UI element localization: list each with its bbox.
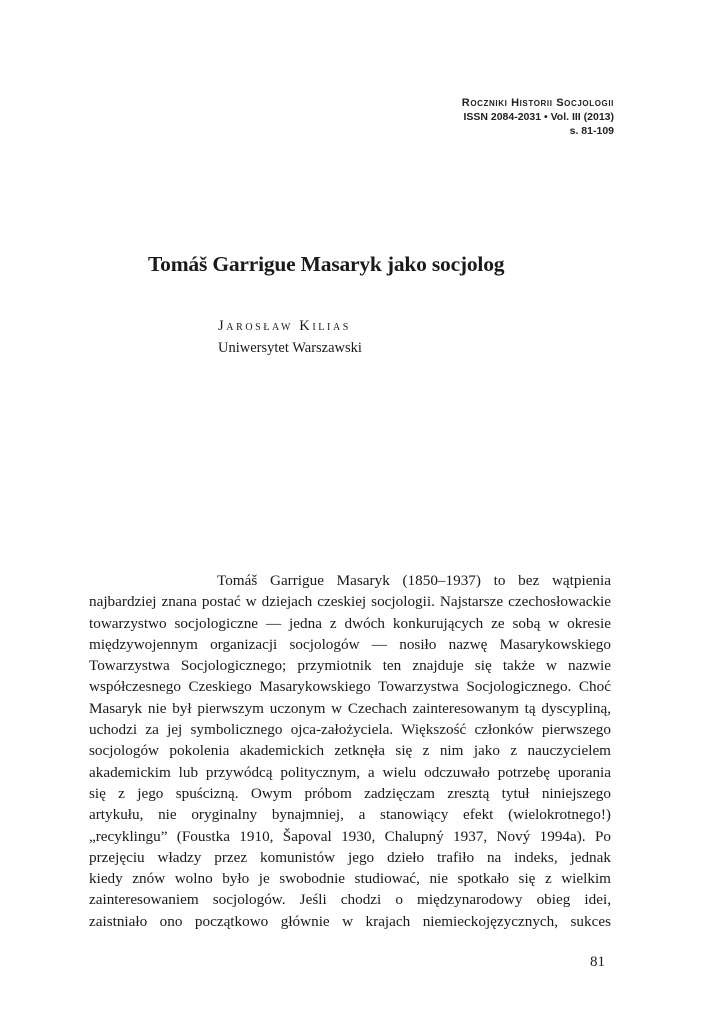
body-line: zaistniało ono początkowo głównie w krajach niemieckojęzycznych, sukces bbox=[89, 912, 611, 930]
journal-page-range: s. 81-109 bbox=[569, 125, 614, 137]
body-line: uchodzi za jej symbolicznego ojca-założyciela. Większość członków pierwszego bbox=[89, 721, 611, 739]
body-line: towarzystwo socjologiczne — jedna z dwóch konkurujących ze sobą w okresie bbox=[89, 614, 611, 632]
body-line: się z jego spuścizną. Owym próbom zadzięczam zresztą tytuł niniejszego bbox=[89, 784, 611, 802]
journal-header bbox=[462, 96, 614, 138]
body-line: akademickim lub przywódcą politycznym, a wielu odczuwało potrzebę uporania bbox=[89, 763, 611, 781]
article-title: Tomáš Garrigue Masaryk jako socjolog bbox=[148, 252, 505, 276]
body-line: Towarzystwa Socjologicznego; przymiotnik ten znajduje się także w nazwie bbox=[89, 657, 611, 675]
body-line: socjologów pokolenia akademickich zetknęła się z nim jako z nauczycielem bbox=[89, 742, 611, 760]
page-number: 81 bbox=[590, 954, 605, 970]
body-text bbox=[89, 570, 611, 932]
body-line: międzywojennym organizacji socjologów — nosiło nazwę Masarykowskiego bbox=[89, 635, 611, 653]
author-name: Jarosław Kilias bbox=[218, 318, 351, 334]
journal-name: Roczniki Historii Socjologii bbox=[461, 97, 614, 109]
body-line: artykułu, nie oryginalny bynajmniej, a stanowiący efekt (wielokrotnego!) bbox=[89, 806, 611, 824]
author-affiliation: Uniwersytet Warszawski bbox=[218, 340, 362, 356]
journal-issn-volume: ISSN 2084-2031 • Vol. III (2013) bbox=[463, 111, 614, 123]
body-line: zainteresowaniem socjologów. Jeśli chodzi o międzynarodowy obieg idei, bbox=[89, 891, 611, 909]
body-line: Tomáš Garrigue Masaryk (1850–1937) to bez wątpienia bbox=[217, 572, 611, 589]
body-line: Masaryk nie był pierwszym uczonym w Czechach zainteresowanym tą dyscypliną, bbox=[89, 699, 611, 717]
body-line: „recyklingu” (Foustka 1910, Šapoval 1930, Chalupný 1937, Nový 1994a). Po bbox=[89, 827, 611, 845]
body-line: kiedy znów wolno było je swobodnie studiować, nie spotkało się z wielkim bbox=[89, 870, 611, 888]
body-line: najbardziej znana postać w dziejach czeskiej socjologii. Najstarsze czechosłowackie bbox=[89, 593, 611, 611]
body-line: przejęciu władzy przez komunistów jego dzieło trafiło na indeks, jednak bbox=[89, 848, 611, 866]
body-line: współczesnego Czeskiego Masarykowskiego Towarzystwa Socjologicznego. Choć bbox=[89, 678, 611, 696]
